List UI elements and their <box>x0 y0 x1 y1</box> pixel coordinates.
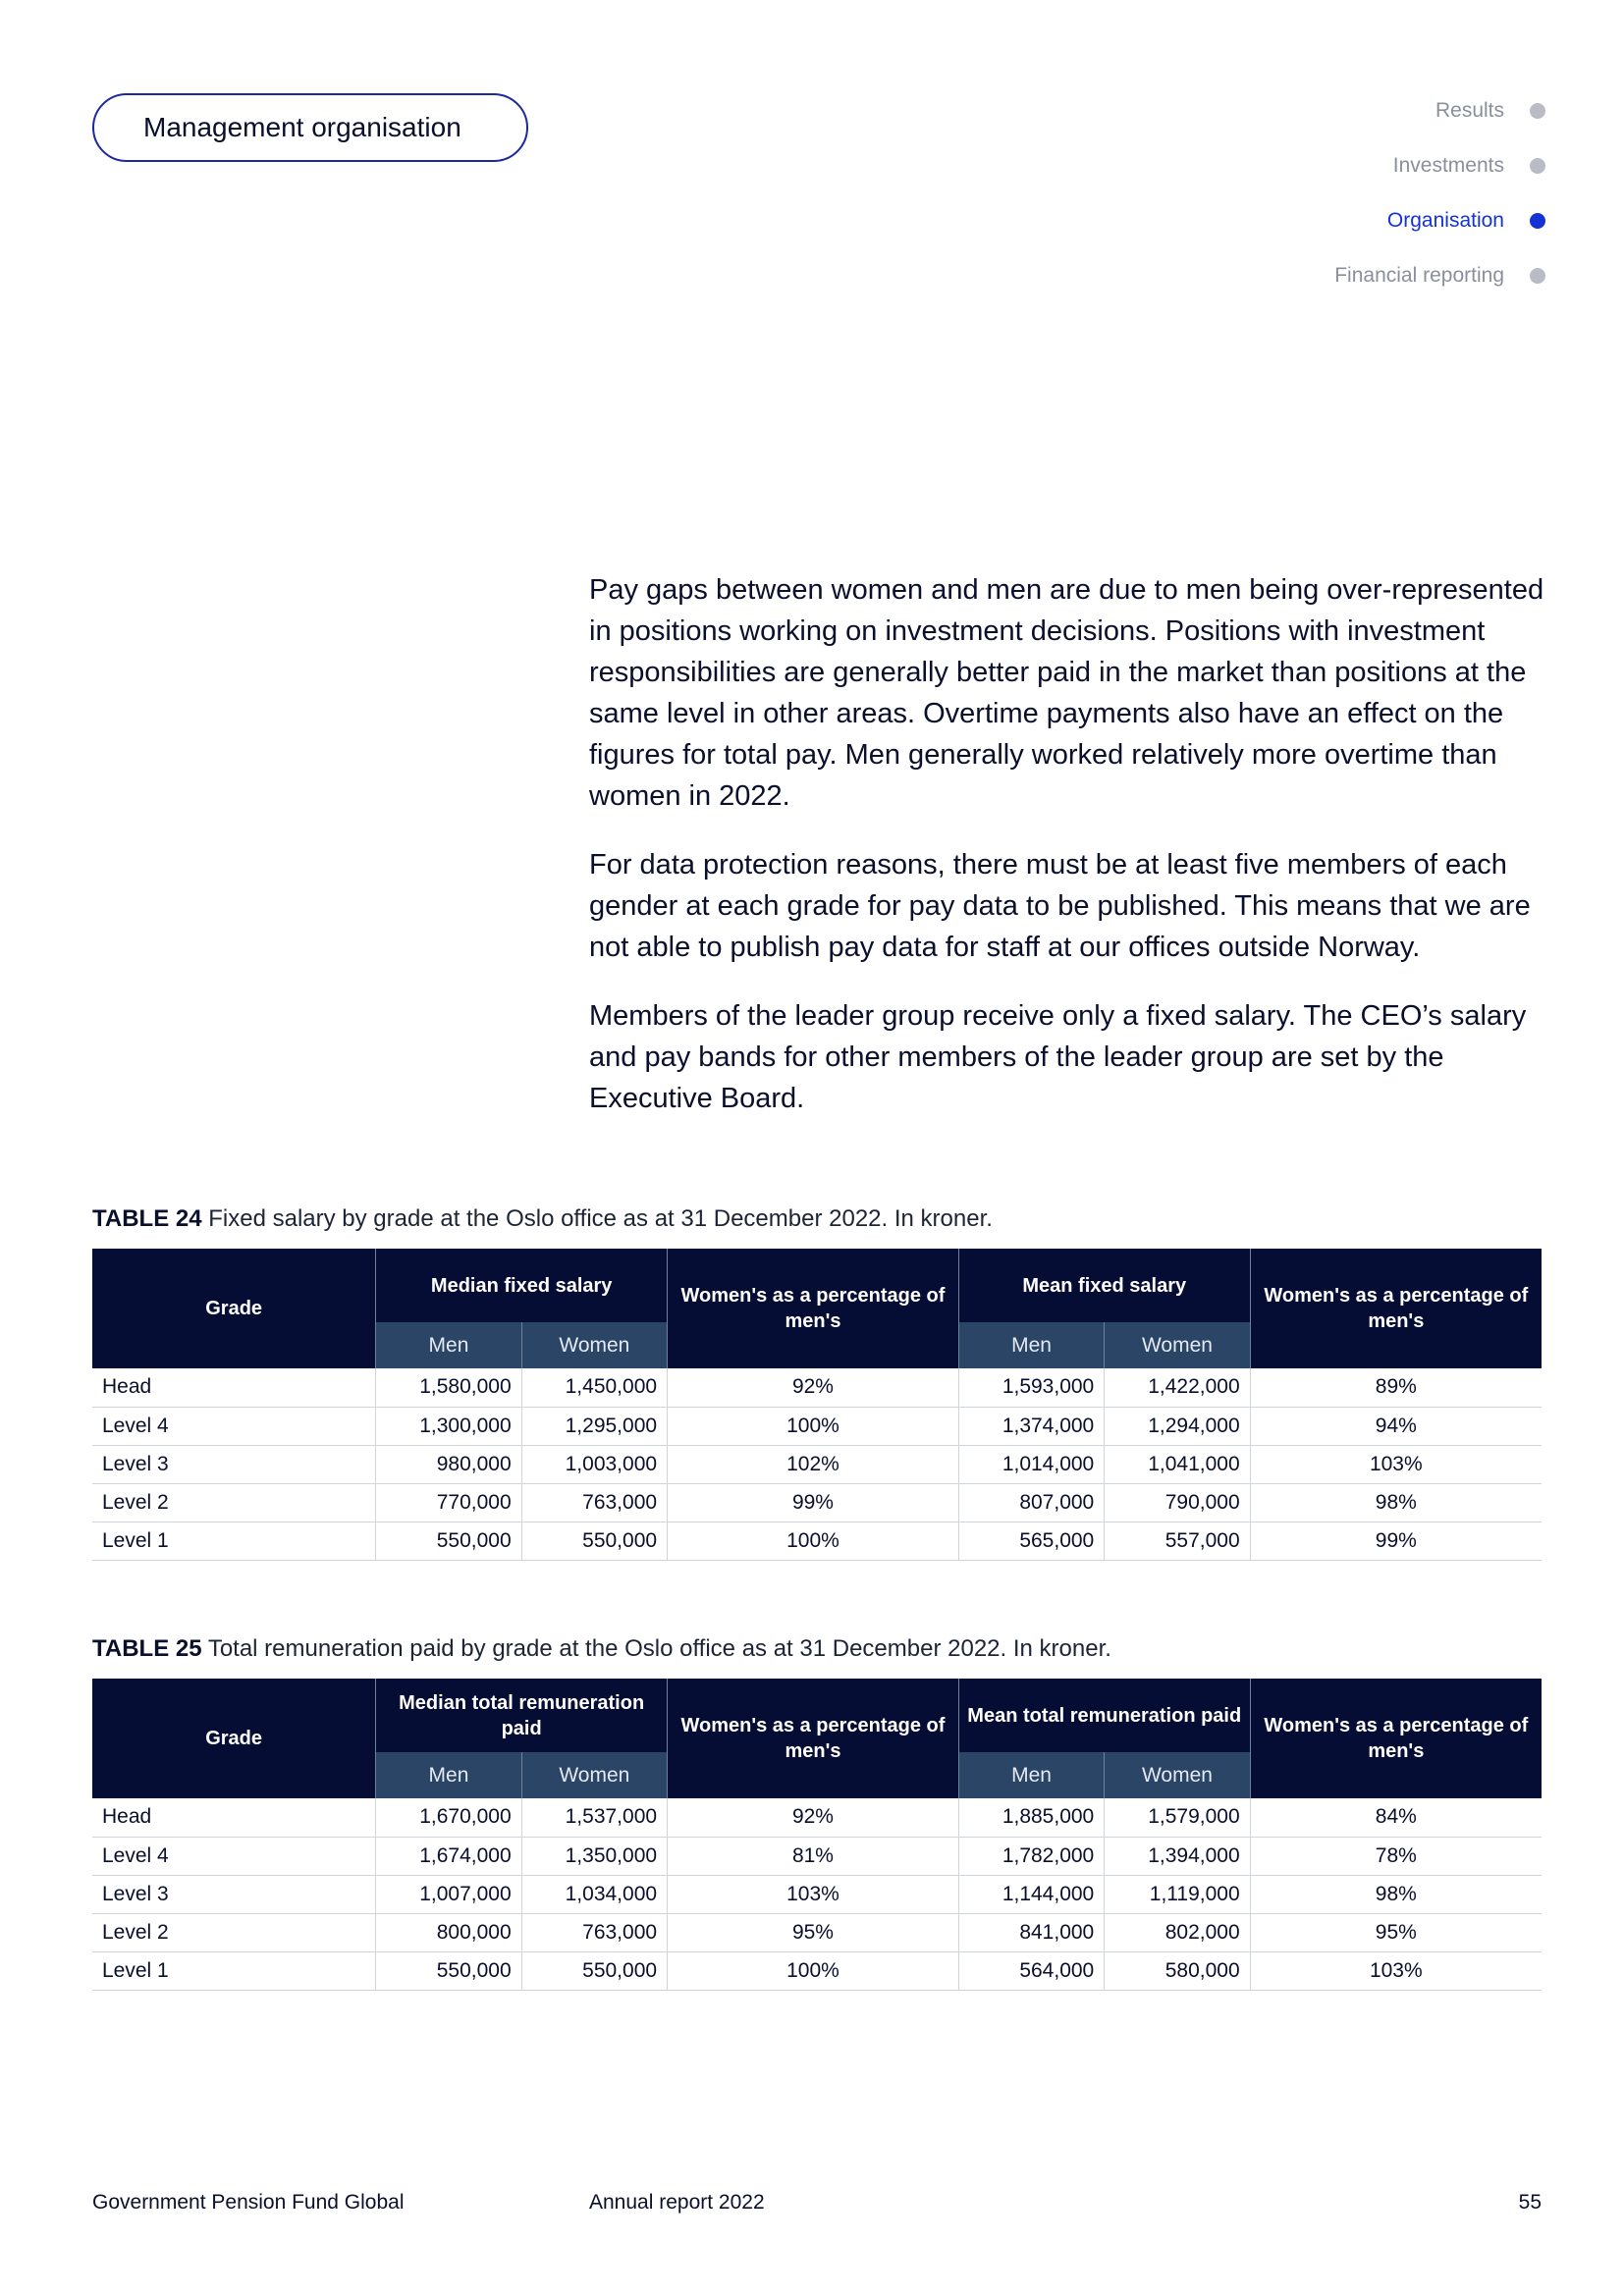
cell-median-men: 1,300,000 <box>376 1407 521 1445</box>
table-label: TABLE 25 <box>92 1635 202 1662</box>
cell-median-men: 1,670,000 <box>376 1798 521 1837</box>
cell-mean-men: 565,000 <box>958 1522 1104 1560</box>
cell-median-pct: 92% <box>668 1798 959 1837</box>
cell-median-women: 1,003,000 <box>521 1445 667 1483</box>
women-header: Women <box>1105 1752 1250 1798</box>
cell-mean-men: 564,000 <box>958 1951 1104 1990</box>
cell-mean-men: 841,000 <box>958 1913 1104 1951</box>
paragraph: Members of the leader group receive only a fixed salary. The CEO’s salary and pay bands for other members of the leader group are set by the Executive Board. <box>589 1000 1527 1114</box>
cell-median-men: 550,000 <box>376 1951 521 1990</box>
cell-grade: Level 3 <box>92 1875 376 1913</box>
cell-mean-women: 790,000 <box>1105 1483 1250 1522</box>
cell-mean-pct: 84% <box>1250 1798 1542 1837</box>
cell-mean-women: 802,000 <box>1105 1913 1250 1951</box>
men-header: Men <box>958 1322 1104 1368</box>
cell-mean-men: 1,144,000 <box>958 1875 1104 1913</box>
mean-group-header: Mean total remuneration paid <box>958 1679 1250 1752</box>
cell-median-pct: 92% <box>668 1368 959 1407</box>
cell-median-women: 550,000 <box>521 1522 667 1560</box>
cell-grade: Level 4 <box>92 1837 376 1875</box>
cell-mean-pct: 78% <box>1250 1837 1542 1875</box>
cell-mean-women: 580,000 <box>1105 1951 1250 1990</box>
cell-median-pct: 102% <box>668 1445 959 1483</box>
cell-median-men: 980,000 <box>376 1445 521 1483</box>
cell-mean-pct: 98% <box>1250 1483 1542 1522</box>
cell-median-men: 1,674,000 <box>376 1837 521 1875</box>
grade-header: Grade <box>92 1249 376 1368</box>
cell-mean-women: 557,000 <box>1105 1522 1250 1560</box>
cell-mean-pct: 103% <box>1250 1951 1542 1990</box>
cell-grade: Level 1 <box>92 1951 376 1990</box>
table-25 <box>92 1679 1542 1991</box>
cell-median-women: 763,000 <box>521 1913 667 1951</box>
table-label: TABLE 24 <box>92 1205 202 1232</box>
nav-dot-icon <box>1530 268 1545 284</box>
cell-median-women: 1,537,000 <box>521 1798 667 1837</box>
cell-mean-pct: 99% <box>1250 1522 1542 1560</box>
cell-mean-women: 1,394,000 <box>1105 1837 1250 1875</box>
cell-mean-women: 1,041,000 <box>1105 1445 1250 1483</box>
nav-label: Results <box>1435 99 1504 122</box>
footer-publication: Government Pension Fund Global <box>92 2191 405 2214</box>
cell-grade: Level 1 <box>92 1522 376 1560</box>
cell-grade: Head <box>92 1368 376 1407</box>
mean-pct-header: Women's as a percentage of men's <box>1250 1249 1542 1368</box>
cell-median-women: 1,350,000 <box>521 1837 667 1875</box>
cell-mean-pct: 94% <box>1250 1407 1542 1445</box>
cell-median-pct: 81% <box>668 1837 959 1875</box>
table-row <box>92 1407 1542 1445</box>
body-text <box>589 569 1551 1147</box>
median-group-header: Median fixed salary <box>376 1249 668 1322</box>
cell-mean-men: 1,593,000 <box>958 1368 1104 1407</box>
cell-grade: Head <box>92 1798 376 1837</box>
nav-label: Investments <box>1392 154 1504 177</box>
table-row <box>92 1483 1542 1522</box>
grade-header: Grade <box>92 1679 376 1798</box>
cell-grade: Level 4 <box>92 1407 376 1445</box>
table-row <box>92 1837 1542 1875</box>
table-title: Total remuneration paid by grade at the Oslo office as at 31 December 2022. In kroner. <box>201 1635 1111 1662</box>
cell-mean-men: 1,014,000 <box>958 1445 1104 1483</box>
cell-mean-pct: 89% <box>1250 1368 1542 1407</box>
cell-grade: Level 3 <box>92 1445 376 1483</box>
cell-median-women: 1,295,000 <box>521 1407 667 1445</box>
paragraph: For data protection reasons, there must be at least five members of each gender at each grade for pay data to be published. This means that we are not able to publish pay data for staff at our offices outside Norway. <box>589 849 1531 963</box>
cell-median-pct: 99% <box>668 1483 959 1522</box>
cell-median-pct: 103% <box>668 1875 959 1913</box>
cell-mean-women: 1,579,000 <box>1105 1798 1250 1837</box>
median-group-header: Median total remuneration paid <box>376 1679 668 1752</box>
cell-median-men: 1,007,000 <box>376 1875 521 1913</box>
men-header: Men <box>958 1752 1104 1798</box>
nav-item-organisation[interactable] <box>1334 193 1545 248</box>
table-24 <box>92 1249 1542 1561</box>
cell-mean-men: 1,374,000 <box>958 1407 1104 1445</box>
cell-median-pct: 100% <box>668 1522 959 1560</box>
cell-mean-women: 1,294,000 <box>1105 1407 1250 1445</box>
table-row <box>92 1445 1542 1483</box>
cell-median-women: 1,450,000 <box>521 1368 667 1407</box>
table-row <box>92 1875 1542 1913</box>
table-row <box>92 1951 1542 1990</box>
nav-label: Organisation <box>1386 209 1504 232</box>
nav-dot-icon <box>1530 103 1545 119</box>
nav-item-results[interactable] <box>1334 83 1545 138</box>
cell-median-pct: 100% <box>668 1951 959 1990</box>
paragraph: Pay gaps between women and men are due to men being over-represented in positions working on investment decisions. Positions with investment responsibilities are generally better paid in the market than positions at the same level in other areas. Overtime payments also have an effect on the figures for total pay. Men generally worked relatively more overtime than women in 2022. <box>589 574 1544 812</box>
cell-mean-men: 1,885,000 <box>958 1798 1104 1837</box>
cell-median-men: 770,000 <box>376 1483 521 1522</box>
nav-label: Financial reporting <box>1334 264 1504 287</box>
nav-dot-icon <box>1530 158 1545 174</box>
table-row <box>92 1522 1542 1560</box>
cell-median-women: 550,000 <box>521 1951 667 1990</box>
table-row <box>92 1368 1542 1407</box>
section-pill[interactable]: Management organisation <box>92 93 528 162</box>
cell-median-men: 800,000 <box>376 1913 521 1951</box>
footer-report: Annual report 2022 <box>589 2191 765 2214</box>
cell-mean-pct: 98% <box>1250 1875 1542 1913</box>
men-header: Men <box>376 1322 521 1368</box>
mean-pct-header: Women's as a percentage of men's <box>1250 1679 1542 1798</box>
cell-mean-men: 1,782,000 <box>958 1837 1104 1875</box>
men-header: Men <box>376 1752 521 1798</box>
cell-median-men: 550,000 <box>376 1522 521 1560</box>
cell-grade: Level 2 <box>92 1913 376 1951</box>
cell-mean-pct: 95% <box>1250 1913 1542 1951</box>
cell-grade: Level 2 <box>92 1483 376 1522</box>
cell-median-men: 1,580,000 <box>376 1368 521 1407</box>
cell-median-women: 1,034,000 <box>521 1875 667 1913</box>
nav-item-investments[interactable] <box>1334 138 1545 193</box>
median-pct-header: Women's as a percentage of men's <box>668 1679 959 1798</box>
women-header: Women <box>521 1752 667 1798</box>
nav-item-financial-reporting[interactable] <box>1334 248 1545 303</box>
nav-dot-active-icon <box>1530 213 1545 229</box>
mean-group-header: Mean fixed salary <box>958 1249 1250 1322</box>
table-24-caption <box>92 1205 993 1233</box>
table-title: Fixed salary by grade at the Oslo office as at 31 December 2022. In kroner. <box>201 1205 993 1232</box>
page-number: 55 <box>1518 2191 1542 2214</box>
women-header: Women <box>521 1322 667 1368</box>
table-25-caption <box>92 1635 1111 1663</box>
section-nav <box>1334 83 1545 303</box>
cell-median-women: 763,000 <box>521 1483 667 1522</box>
cell-mean-men: 807,000 <box>958 1483 1104 1522</box>
median-pct-header: Women's as a percentage of men's <box>668 1249 959 1368</box>
table-row <box>92 1913 1542 1951</box>
women-header: Women <box>1105 1322 1250 1368</box>
cell-mean-women: 1,119,000 <box>1105 1875 1250 1913</box>
cell-mean-women: 1,422,000 <box>1105 1368 1250 1407</box>
cell-median-pct: 100% <box>668 1407 959 1445</box>
table-row <box>92 1798 1542 1837</box>
cell-mean-pct: 103% <box>1250 1445 1542 1483</box>
cell-median-pct: 95% <box>668 1913 959 1951</box>
